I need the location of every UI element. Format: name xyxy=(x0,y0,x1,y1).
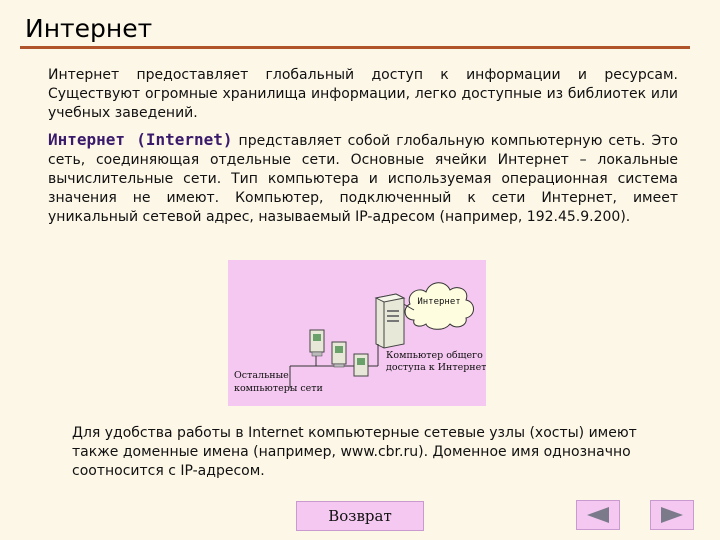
triangle-left-icon xyxy=(583,505,613,525)
client-computer-icon xyxy=(354,354,368,376)
intro-paragraph: Интернет предоставляет глобальный доступ к информации и ресурсам. Существуют огромные хранилища информации, легко доступные из библиотек или учебных заведений. xyxy=(48,67,678,121)
definition-paragraph xyxy=(48,130,678,227)
definition-term: Интернет (Internet) xyxy=(48,130,233,149)
client-computer-icon xyxy=(332,342,346,367)
back-button[interactable]: Возврат xyxy=(296,501,424,531)
server-label-line1: Компьютер общего xyxy=(386,350,483,361)
prev-slide-button[interactable] xyxy=(576,500,620,530)
next-slide-button[interactable] xyxy=(650,500,694,530)
network-diagram xyxy=(228,260,486,406)
page-title: Интернет xyxy=(25,14,153,43)
triangle-right-icon xyxy=(657,505,687,525)
server-icon xyxy=(376,294,404,348)
clients-label-line2: компьютеры сети xyxy=(234,383,323,394)
clients-label-line1: Остальные xyxy=(234,370,289,381)
cloud-label: Интернет xyxy=(417,297,461,307)
server-label-line2: доступа к Интернет xyxy=(386,362,486,373)
client-computer-icon xyxy=(310,330,324,356)
domain-names-paragraph: Для удобства работы в Internet компьютерные сетевые узлы (хосты) имеют также доменные имена (например, www.cbr.ru). Доменное имя однозначно соотносится с IP-адресом. xyxy=(72,425,637,479)
title-divider xyxy=(20,46,690,49)
network-diagram-svg xyxy=(228,260,486,406)
definition-text: представляет собой глобальную компьютерную сеть. Это сеть, соединяющая отдельные сети. Основные ячейки Интернет – локальные вычислительные сети. Тип компьютера и используемая операционная система значения не имеют. Компьютер, подключенный к сети Интернет, имеет уникальный сетевой адрес, называемый IP-адресом (например, 192.45.9.200). xyxy=(48,133,678,225)
